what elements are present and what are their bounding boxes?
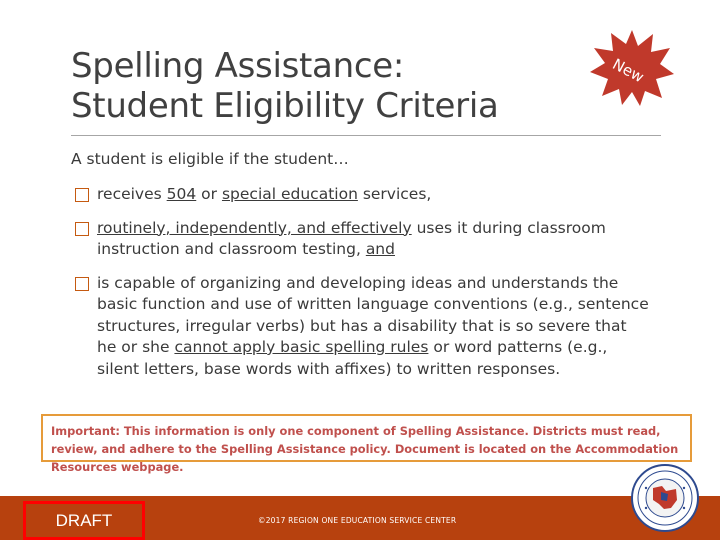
link-and[interactable]: and [365, 240, 395, 258]
link-504[interactable]: 504 [166, 185, 197, 203]
important-notice: Important: This information is only one component of Spelling Assistance. Districts must read, review, and adhere to the Spelling Assistance policy. Document is located on the Accommodation Resources webpage. [41, 414, 692, 462]
intro-text: A student is eligible if the student… [71, 150, 349, 168]
link-routinely-independently[interactable]: routinely, independently, and effectively [97, 218, 412, 237]
title-divider [71, 135, 661, 136]
link-special-education[interactable]: special education [221, 185, 358, 203]
criteria-item-3 [75, 273, 650, 381]
new-badge-label: New [609, 55, 647, 87]
slide-title [71, 46, 571, 126]
criteria-1-post: services, [357, 185, 432, 203]
copyright-text: ©2017 REGION ONE EDUCATION SERVICE CENTER [258, 516, 457, 525]
criteria-2-post: uses it during classroom instruction and classroom testing, [97, 218, 606, 258]
slide-title-line2: Student Eligibility Criteria [71, 86, 499, 126]
region-one-seal-icon [631, 464, 699, 532]
link-cannot-apply-spelling-rules[interactable]: cannot apply basic spelling rules [174, 338, 429, 356]
criteria-list [75, 184, 650, 392]
slide-title-line1: Spelling Assistance: [71, 46, 404, 86]
checkbox-bullet-icon [75, 188, 89, 202]
criteria-3-pre: is capable of organizing and developing ideas and understands the basic function and use of written language conventions (e.g., sentence structures, irregular verbs) but has a disability that is so severe that he or she [97, 273, 649, 356]
checkbox-bullet-icon [75, 222, 89, 236]
criteria-1-pre: receives [97, 185, 167, 203]
criteria-3-post: or word patterns (e.g., silent letters, base words with affixes) to written responses. [97, 338, 608, 378]
criteria-1-mid: or [196, 185, 222, 203]
checkbox-bullet-icon [75, 277, 89, 291]
draft-button[interactable]: DRAFT [23, 501, 145, 540]
criteria-item-2 [75, 218, 650, 261]
criteria-item-1 [75, 184, 650, 206]
